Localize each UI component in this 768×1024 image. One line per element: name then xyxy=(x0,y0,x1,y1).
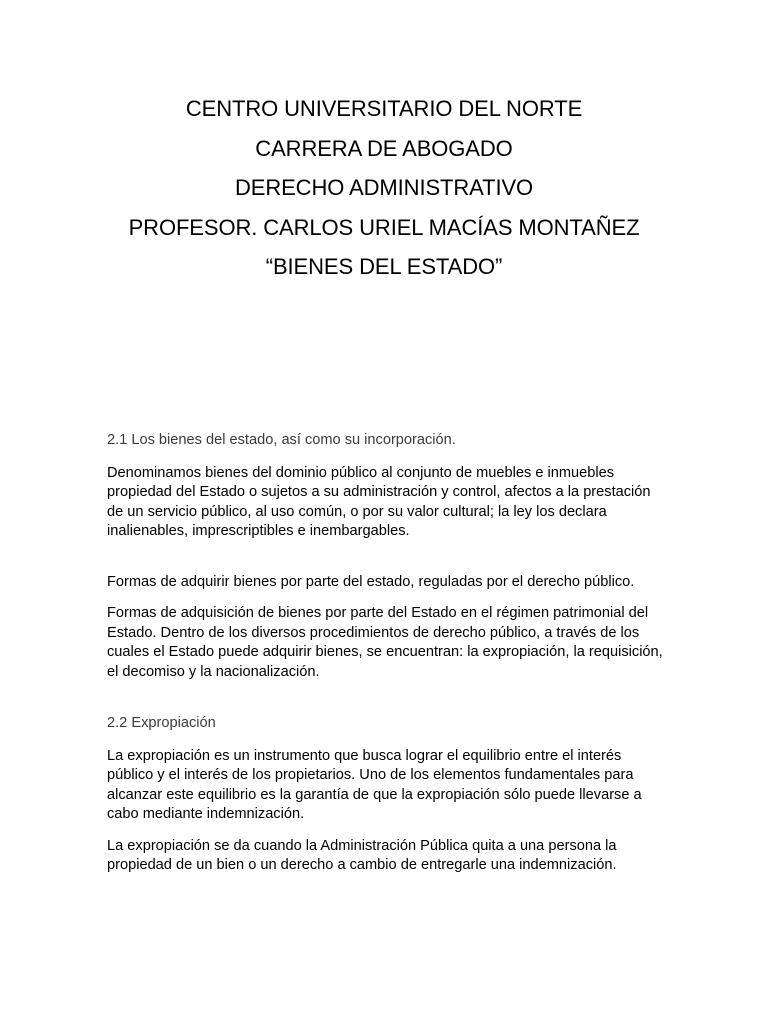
title-career: CARRERA DE ABOGADO xyxy=(255,135,513,161)
paragraph-bienes-dominio-publico: Denominamos bienes del dominio público al conjunto de muebles e inmuebles propiedad del Estado o sujetos a su administración y control, afectos a la prestación de un servicio público, al uso común, o por su valor cultural; la ley los declara inalienables, imprescriptibles e inembargables. xyxy=(107,464,651,539)
paragraph-expropiacion-equilibrio: La expropiación es un instrumento que busca lograr el equilibrio entre el interés público y el interés de los propietarios. Uno de los elementos fundamentales para alcanzar este equilibrio es la garantía de que la expropiación sólo puede llevarse a cabo mediante indemnización. xyxy=(107,747,642,822)
document-body xyxy=(107,431,667,888)
section-heading-2-1: 2.1 Los bienes del estado, así como su incorporación. xyxy=(107,432,456,448)
title-professor: PROFESOR. CARLOS URIEL MACÍAS MONTAÑEZ xyxy=(128,214,640,240)
title-course: DERECHO ADMINISTRATIVO xyxy=(234,175,534,200)
paragraph-formas-adquisicion: Formas de adquisición de bienes por parte del Estado en el régimen patrimonial del Estado. Dentro de los diversos procedimientos de derecho público, a través de los cuales el Estado puede adquirir bienes, se encuentran: la expropiación, la requisición, el decomiso y la nacionalización. xyxy=(107,605,663,680)
paragraph-expropiacion-definicion: La expropiación se da cuando la Administración Pública quita a una persona la propiedad de un bien o un derecho a cambio de entregarle una indemnización. xyxy=(107,837,617,873)
section-heading-2-2: 2.2 Expropiación xyxy=(107,715,216,731)
subheading-formas-adquirir: Formas de adquirir bienes por parte del estado, reguladas por el derecho público. xyxy=(107,573,635,590)
title-topic: “BIENES DEL ESTADO” xyxy=(265,254,503,279)
title-block xyxy=(0,89,768,287)
title-institution: CENTRO UNIVERSITARIO DEL NORTE xyxy=(185,96,583,121)
